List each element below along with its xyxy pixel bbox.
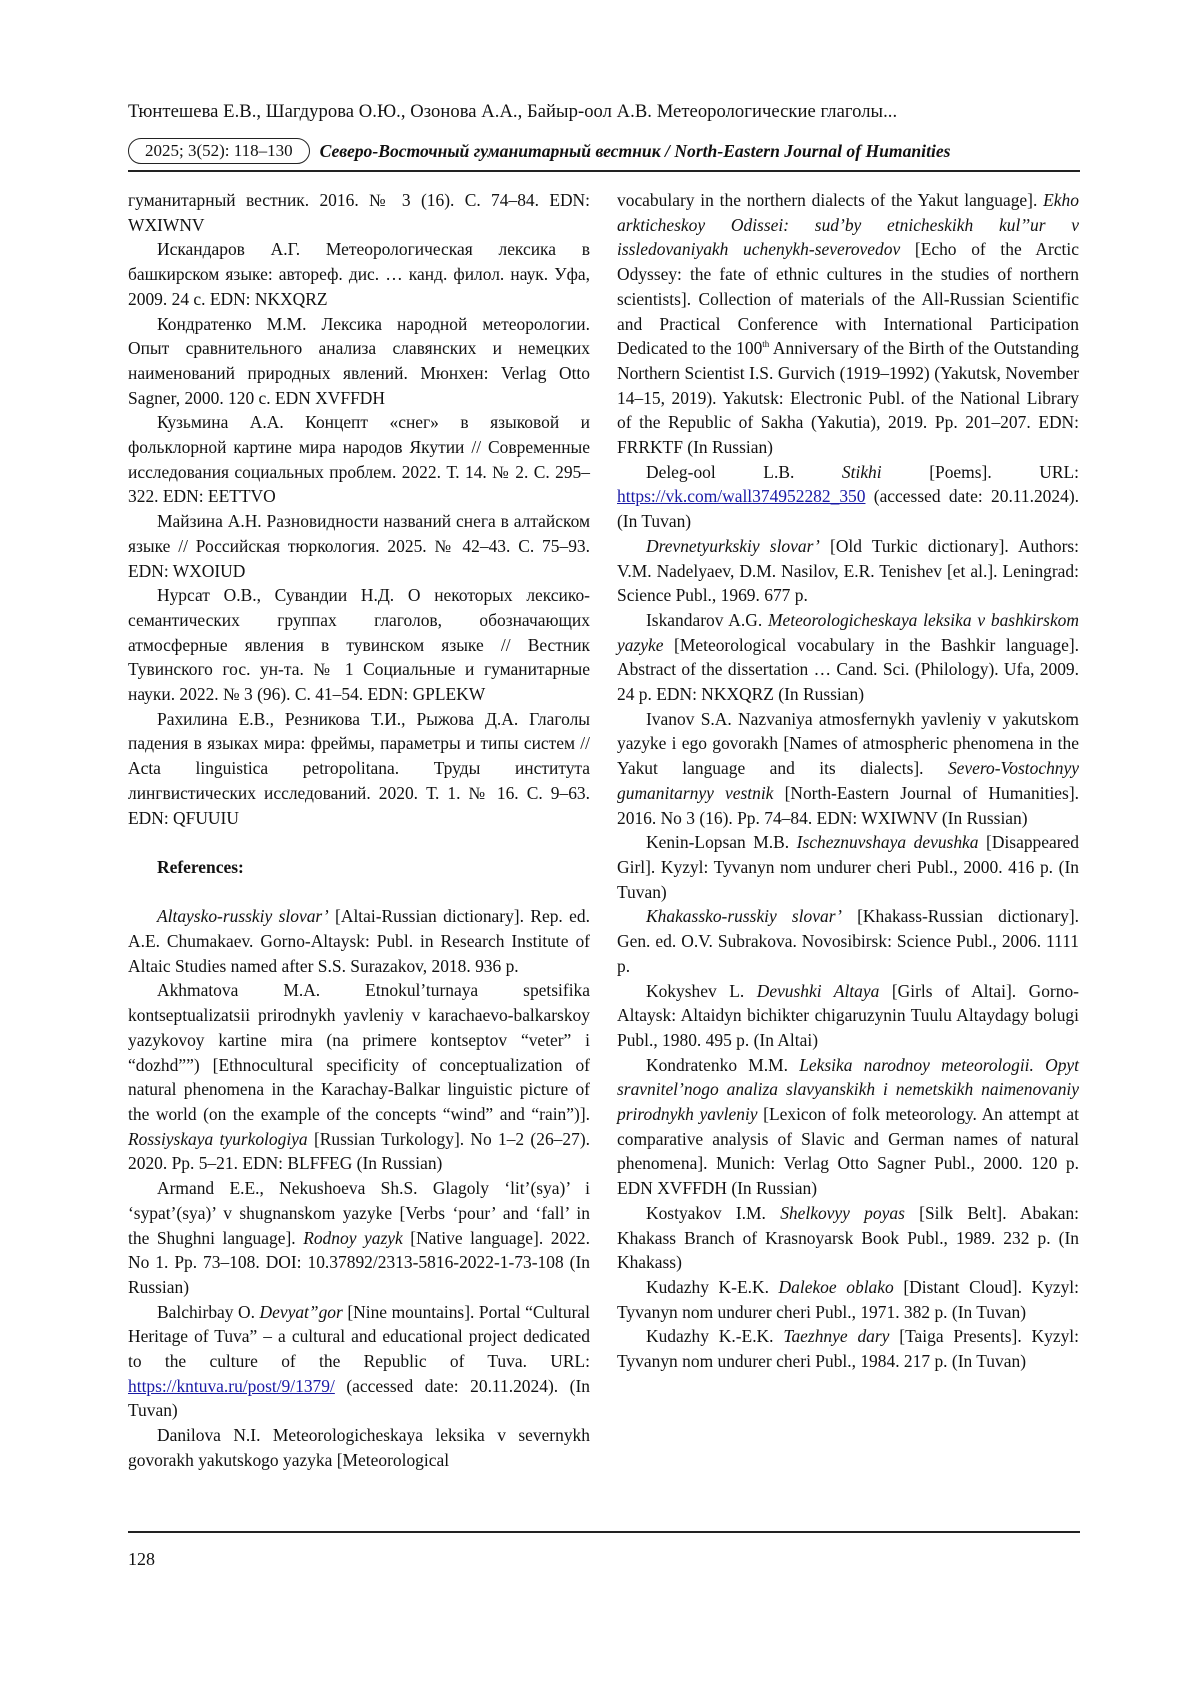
reference-title: Leksika narodnoy meteorologii. Opyt sravnitel’nogo analiza slavyanskikh i nemetskikh naimenovaniy prirodnykh yavleniy bbox=[617, 1054, 1079, 1125]
reference-entry bbox=[617, 608, 1079, 707]
reference-text: [Lexicon of folk meteorology. An attempt at comparative analysis of Slavic and German names of natural phenomena]. Munich: Verlag Otto Sagner Publ., 2000. 120 p. EDN XVFFDH (In Russian) bbox=[617, 1104, 1079, 1199]
reference-text: Deleg-ool L.B. bbox=[646, 461, 842, 482]
reference-entry bbox=[617, 534, 1079, 608]
reference-entry bbox=[617, 460, 1079, 534]
lit-entry: Искандаров А.Г. Метеорологическая лексика в башкирском языке: автореф. дис. … канд. филол. наук. Уфа, 2009. 24 с. EDN: NKXQRZ bbox=[128, 239, 590, 309]
reference-entry bbox=[617, 1275, 1079, 1324]
lit-entry: Рахилина Е.В., Резникова Т.И., Рыжова Д.А. Глаголы падения в языках мира: фреймы, параметры и типы систем // Acta linguistica petropolitana. Труды института лингвистических исследований. 2020. Т. 1. № 16. С. 9–63. EDN: QFUUIU bbox=[128, 708, 590, 828]
reference-continuation bbox=[617, 188, 1079, 460]
reference-text: [Native language]. 2022. No 1. Pp. 73–108. DOI: 10.37892/2313-5816-2022-1-73-108 (In Russian) bbox=[128, 1227, 590, 1297]
reference-text: [Old Turkic dictionary]. Authors: V.M. Nadelyaev, D.M. Nasilov, E.R. Tenishev [et al.]. Leningrad: Science Publ., 1969. 677 p. bbox=[617, 535, 1080, 606]
reference-text: [Khakass-Russian dictionary]. Gen. ed. O.V. Subrakova. Novosibirsk: Science Publ., 2006. 1111 p. bbox=[617, 906, 1080, 976]
reference-text: Balchirbay O. bbox=[157, 1301, 260, 1322]
lit-entry: Майзина А.Н. Разновидности названий снега в алтайском языке // Российская тюркология. 2025. № 42–43. С. 75–93. EDN: WXOIUD bbox=[128, 511, 590, 581]
reference-entry bbox=[617, 1201, 1079, 1275]
right-column bbox=[617, 188, 1079, 1374]
reference-entry bbox=[617, 830, 1079, 904]
reference-text: Kokyshev L. bbox=[646, 980, 757, 1001]
reference-title: Ischeznuvshaya devushka bbox=[796, 832, 979, 853]
reference-text: [Meteorological vocabulary in the Bashkir language]. Abstract of the dissertation … Cand. Sci. (Philology). Ufa, 2009. 24 p. EDN: NKXQRZ (In Russian) bbox=[617, 634, 1079, 705]
ordinal-suffix: th bbox=[762, 339, 770, 350]
reference-text: Kostyakov I.M. bbox=[646, 1202, 781, 1223]
reference-title: Khakassko-russkiy slovar’ bbox=[646, 906, 842, 927]
reference-entry bbox=[128, 978, 590, 1176]
reference-text: [Silk Belt]. Abakan: Khakass Branch of Krasnoyarsk Book Publ., 1989. 232 p. (In Khakass) bbox=[617, 1202, 1080, 1273]
reference-entry bbox=[128, 1176, 590, 1300]
reference-entry: Danilova N.I. Meteorologicheskaya leksika v severnykh govorakh yakutskogo yazyka [Meteorological bbox=[128, 1425, 590, 1470]
reference-entry bbox=[617, 1053, 1079, 1201]
reference-title: Altaysko-russkiy slovar’ bbox=[157, 906, 329, 927]
reference-title: Severo-Vostochnyy gumanitarnyy vestnik bbox=[617, 758, 1079, 803]
header-divider bbox=[128, 170, 1080, 172]
reference-title: Rodnoy yazyk bbox=[303, 1227, 403, 1248]
reference-title: Meteorologicheskaya leksika v bashkirskom yazyke bbox=[617, 609, 1079, 655]
reference-entry bbox=[128, 1300, 590, 1424]
reference-text: Armand E.E., Nekushoeva Sh.S. Glagoly ‘lit’(sya)’ i ‘sypat’(sya)’ v shugnanskom yazyke [Verbs ‘pour’ and ‘fall’ in the Shughni language]. bbox=[128, 1178, 590, 1248]
footer-divider bbox=[128, 1531, 1080, 1533]
page-number: 128 bbox=[128, 1549, 155, 1569]
reference-text: vocabulary in the northern dialects of the Yakut language]. bbox=[617, 190, 1044, 210]
reference-text: [Nine mountains]. Portal “Cultural Heritage of Tuva” – a cultural and educational project dedicated to the culture of the Republic of Tuva. URL: bbox=[128, 1301, 590, 1372]
reference-text: (accessed date: 20.11.2024). (In Tuvan) bbox=[617, 486, 1079, 532]
reference-title: Drevnetyurkskiy slovar’ bbox=[646, 535, 820, 556]
reference-entry bbox=[617, 707, 1079, 831]
reference-text: [Poems]. URL: bbox=[881, 461, 1079, 482]
reference-title: Dalekoe oblako bbox=[778, 1276, 894, 1297]
reference-entry bbox=[128, 904, 590, 978]
reference-text: [Distant Cloud]. Kyzyl: Tyvanyn nom undurer cheri Publ., 1971. 382 p. (In Tuvan) bbox=[617, 1276, 1079, 1322]
reference-text: [North-Eastern Journal of Humanities]. 2016. No 3 (16). Pp. 74–84. EDN: WXIWNV (In Russian) bbox=[617, 782, 1079, 828]
reference-title: Shelkovyy poyas bbox=[780, 1202, 905, 1223]
reference-text: Anniversary of the Birth of the Outstanding Northern Scientist I.S. Gurvich (1919–1992) (Yakutsk, November 14–15, 2019). Yakutsk: Electronic Publ. of the National Library of the Republic of Sakha (Yakutia), 2019. Pp. 201–207. EDN: FRRKTF (In Russian) bbox=[617, 338, 1079, 458]
reference-text: Kudazhy K.-E.K. bbox=[646, 1326, 784, 1347]
reference-text: (accessed date: 20.11.2024). (In Tuvan) bbox=[128, 1375, 590, 1421]
reference-text: Kudazhy K-E.K. bbox=[646, 1276, 779, 1297]
lit-entry: Кузьмина А.А. Концепт «снег» в языковой и фольклорной картине мира народов Якутии // Современные исследования социальных проблем. 2022. Т. 14. № 2. С. 295–322. EDN: EETTVO bbox=[128, 412, 590, 507]
left-column bbox=[128, 188, 590, 1473]
lit-entry: Нурсат О.В., Сувандии Н.Д. О некоторых лексико-семантических группах глаголов, обозначающих атмосферные явления в тувинском языке // Вестник Тувинского гос. ун-та. № 1 Социальные и гуманитарные науки. 2022. № 3 (96). С. 41–54. EDN: GPLEKW bbox=[128, 585, 590, 705]
reference-link[interactable]: https://kntuva.ru/post/9/1379/ bbox=[128, 1375, 335, 1396]
reference-text: [Disappeared Girl]. Kyzyl: Tyvanyn nom undurer cheri Publ., 2000. 416 p. (In Tuvan) bbox=[617, 832, 1079, 902]
reference-title: Devushki Altaya bbox=[756, 980, 880, 1001]
journal-name: Северо-Восточный гуманитарный вестник / North-Eastern Journal of Humanities bbox=[319, 140, 951, 161]
reference-text: [Taiga Presents]. Kyzyl: Tyvanyn nom undurer cheri Publ., 1984. 217 p. (In Tuvan) bbox=[617, 1326, 1079, 1372]
reference-entry bbox=[617, 904, 1079, 978]
reference-title: Stikhi bbox=[841, 461, 882, 482]
reference-text: [Russian Turkology]. No 1–2 (26–27). 2020. Pp. 5–21. EDN: BLFFEG (In Russian) bbox=[128, 1128, 590, 1174]
lit-entry: Кондратенко М.М. Лексика народной метеорологии. Опыт сравнительного анализа славянских и немецких наименований природных явлений. Мюнхен: Verlag Otto Sagner, 2000. 120 с. EDN XVFFDH bbox=[128, 313, 590, 408]
reference-text: Ivanov S.A. Nazvaniya atmosfernykh yavleniy v yakutskom yazyke i ego govorakh [Names of atmospheric phenomena in the Yakut language and its dialects]. bbox=[617, 708, 1079, 779]
reference-text: [Altai-Russian dictionary]. Rep. ed. A.E. Chumakaev. Gorno-Altaysk: Publ. in Research Institute of Altaic Studies named after S.S. Surazakov, 2018. 936 p. bbox=[128, 906, 590, 976]
reference-title: Rossiyskaya tyurkologiya bbox=[128, 1128, 308, 1149]
references-heading: References: bbox=[157, 856, 244, 877]
reference-link[interactable]: https://vk.com/wall374952282_350 bbox=[617, 486, 866, 507]
reference-text: [Girls of Altai]. Gorno-Altaysk: Altaidyn bichikter chigaruzynin Tuulu Altaydagy bolugi Publ., 1980. 495 p. (In Altai) bbox=[617, 980, 1079, 1050]
reference-title: Taezhnye dary bbox=[783, 1326, 890, 1347]
reference-text: Iskandarov A.G. bbox=[646, 609, 768, 630]
reference-text: Akhmatova M.A. Etnokul’turnaya spetsifika kontseptualizatsii prirodnykh yavleniy v karachaevo-balkarskoy yazykovoy kartine mira (na primere kontseptov “veter” i “dozhd””) [Ethnocultural specificity of conceptualization of natural phenomena in the Karachay-Balkar linguistic picture of the world (on the example of the concepts “wind” and “rain”)]. bbox=[128, 980, 590, 1124]
reference-entry bbox=[617, 979, 1079, 1053]
reference-entry bbox=[617, 1324, 1079, 1373]
issue-badge: 2025; 3(52): 118–130 bbox=[128, 138, 310, 164]
lit-continuation: гуманитарный вестник. 2016. № 3 (16). С. 74–84. EDN: WXIWNV bbox=[128, 190, 590, 235]
journal-line bbox=[128, 137, 1080, 165]
reference-title: Ekho arkticheskoy Odissei: sud’by etnicheskikh kul’’ur v issledovaniyakh uchenykh-severovedov bbox=[617, 190, 1079, 260]
reference-text: Kondratenko M.M. bbox=[646, 1054, 800, 1075]
reference-text: [Echo of the Arctic Odyssey: the fate of ethnic cultures in the studies of northern scientists]. Collection of materials of the All-Russian Scientific and Practical Conference with International Participation Dedicated to the 100 bbox=[617, 239, 1079, 359]
reference-text: Kenin-Lopsan M.B. bbox=[646, 832, 797, 853]
running-title: Тюнтешева Е.В., Шагдурова О.Ю., Озонова А.А., Байыр-оол А.В. Метеорологические глаголы... bbox=[128, 101, 898, 122]
reference-title: Devyat”gor bbox=[259, 1301, 343, 1322]
